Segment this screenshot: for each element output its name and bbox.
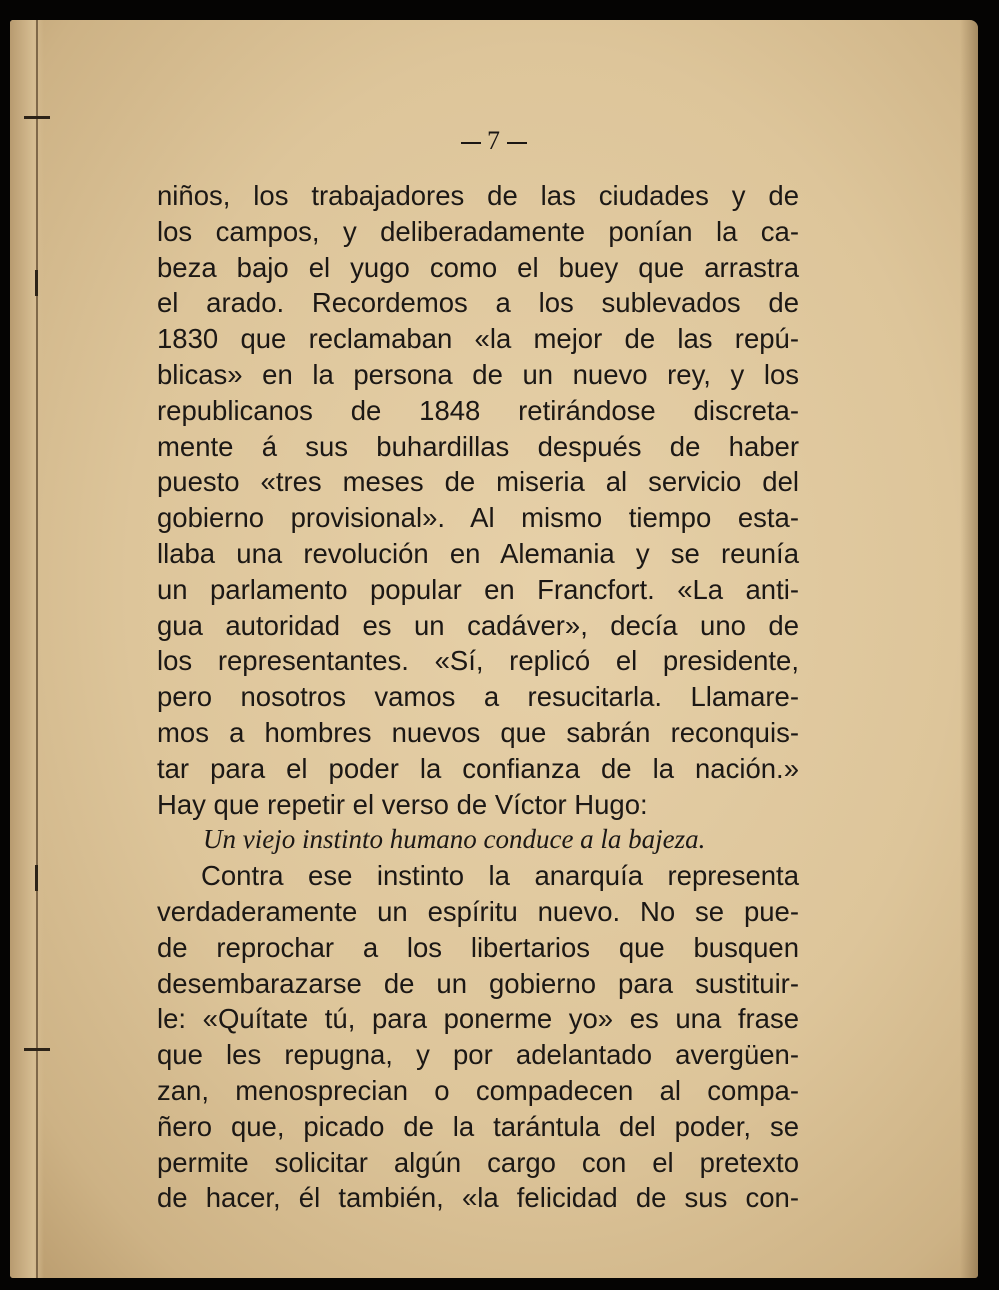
text-line: tar para el poder la confianza de la nación.» <box>157 752 799 784</box>
text-line: le: «Quítate tú, para ponerme yo» es una frase <box>157 1003 799 1035</box>
text-line: 1830 que reclamaban «la mejor de las repú- <box>157 323 799 355</box>
text-line: gobierno provisional». Al mismo tiempo esta- <box>157 502 799 534</box>
text-line: de reprochar a los libertarios que busquen <box>157 931 799 963</box>
binding-line <box>36 20 38 1278</box>
text-line: un parlamento popular en Francfort. «La anti- <box>157 573 799 605</box>
binding-stitch <box>24 1048 50 1051</box>
text-line: zan, menosprecian o compadecen al compa- <box>157 1074 799 1106</box>
text-line: mente á sus buhardillas después de haber <box>157 430 799 462</box>
verse-quote: Un viejo instinto humano conduce a la bajeza. <box>203 824 706 855</box>
text-line: blicas» en la persona de un nuevo rey, y los <box>157 358 799 390</box>
body-text <box>157 178 799 1216</box>
text-line: llaba una revolución en Alemania y se reunía <box>157 537 799 569</box>
binding-stitch <box>35 865 38 891</box>
text-line: desembarazarse de un gobierno para sustituir- <box>157 967 799 999</box>
text-line: el arado. Recordemos a los sublevados de <box>157 287 799 319</box>
text-line: republicanos de 1848 retirándose discreta- <box>157 394 799 426</box>
page-gutter <box>10 20 44 1278</box>
text-line: pero nosotros vamos a resucitarla. Llamare- <box>157 681 799 713</box>
text-line: beza bajo el yugo como el buey que arrastra <box>157 251 799 283</box>
page-number: 7 <box>10 126 978 156</box>
text-line: de hacer, él también, «la felicidad de sus con- <box>157 1182 799 1214</box>
text-line: Hay que repetir el verso de Víctor Hugo: <box>157 788 648 820</box>
page-edge-shadow <box>960 20 978 1278</box>
book-page <box>10 20 978 1278</box>
text-line: mos a hombres nuevos que sabrán reconquis- <box>157 716 799 748</box>
text-line: los campos, y deliberadamente ponían la ca- <box>157 215 799 247</box>
text-line: permite solicitar algún cargo con el pretexto <box>157 1146 799 1178</box>
text-line: puesto «tres meses de miseria al servicio del <box>157 466 799 498</box>
text-line: niños, los trabajadores de las ciudades y de <box>157 180 799 211</box>
text-line: los representantes. «Sí, replicó el presidente, <box>157 645 799 677</box>
binding-stitch <box>24 116 50 119</box>
text-line: ñero que, picado de la tarántula del poder, se <box>157 1110 799 1142</box>
text-line: gua autoridad es un cadáver», decía uno de <box>157 609 799 641</box>
text-line: verdaderamente un espíritu nuevo. No se pue- <box>157 895 799 927</box>
binding-stitch <box>35 270 38 296</box>
text-line: que les repugna, y por adelantado avergüen- <box>157 1039 799 1071</box>
text-line: Contra ese instinto la anarquía representa <box>201 860 799 892</box>
